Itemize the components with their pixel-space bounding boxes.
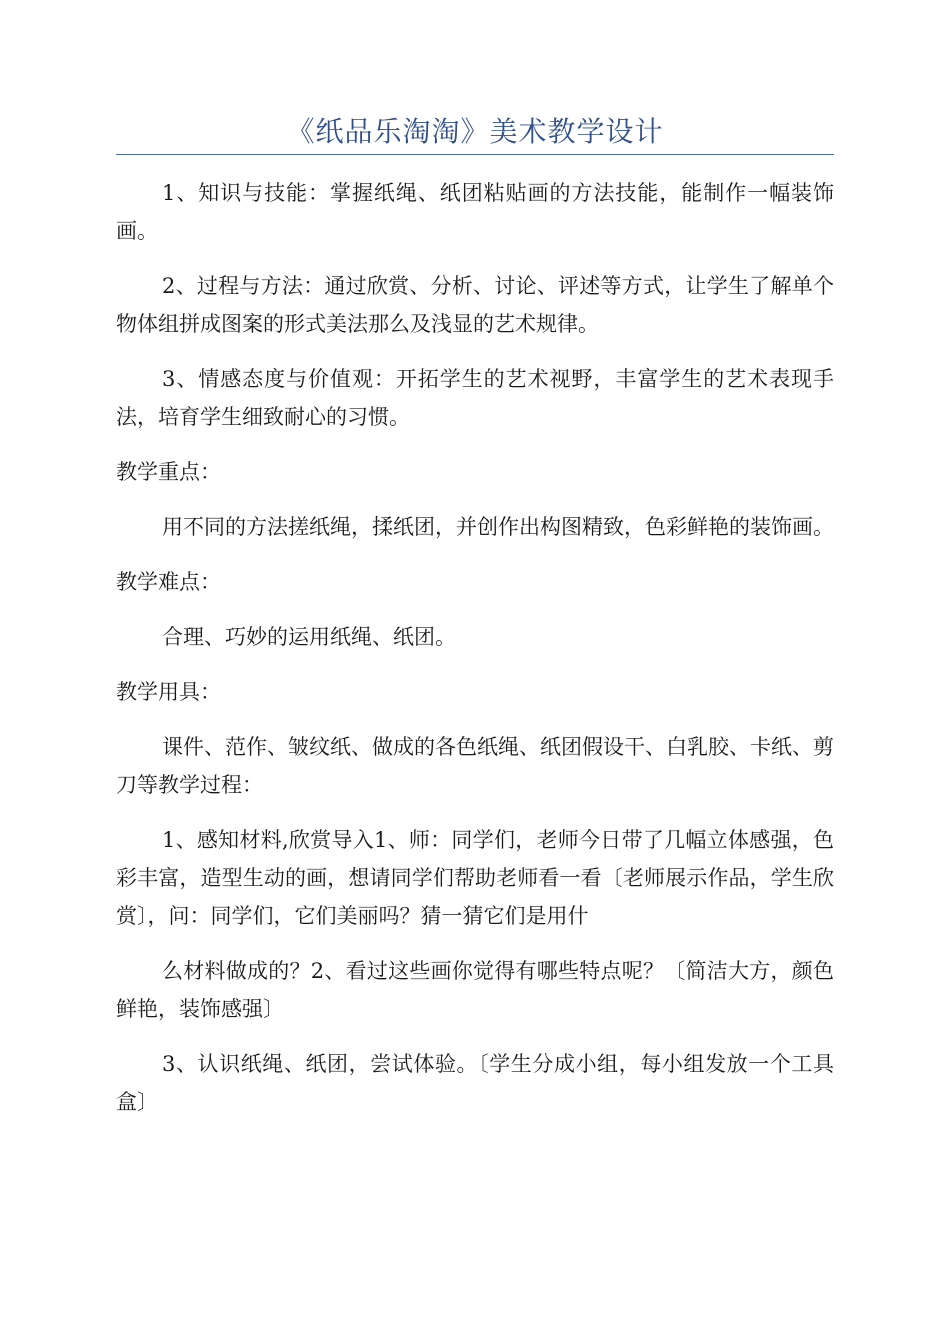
document-body: [116, 174, 834, 1138]
process-step-1-continued-paragraph: 么材料做成的？2、看过这些画你觉得有哪些特点呢？〔简洁大方，颜色鲜艳，装饰感强〕: [116, 959, 834, 1021]
teaching-tools-heading: 教学用具：: [116, 680, 221, 704]
key-points-paragraph: 用不同的方法搓纸绳，揉纸团，并创作出构图精致，色彩鲜艳的装饰画。: [162, 515, 834, 539]
objective-attitude-paragraph: 3、情感态度与价值观：开拓学生的艺术视野，丰富学生的艺术表现手法，培育学生细致耐心的习惯。: [116, 367, 834, 429]
process-step-3-paragraph: 3、认识纸绳、纸团，尝试体验。〔学生分成小组，每小组发放一个工具盒〕: [116, 1052, 834, 1114]
objective-process-paragraph: 2、过程与方法：通过欣赏、分析、讨论、评述等方式，让学生了解单个物体组拼成图案的形式美法那么及浅显的艺术规律。: [116, 274, 834, 336]
teaching-tools-paragraph: 课件、范作、皱纹纸、做成的各色纸绳、纸团假设干、白乳胶、卡纸、剪刀等教学过程：: [116, 735, 834, 797]
key-points-heading: 教学重点：: [116, 460, 221, 484]
title-underline: [116, 154, 834, 155]
process-step-1-paragraph: 1、感知材料,欣赏导入1、师：同学们，老师今日带了几幅立体感强，色彩丰富，造型生动的画，想请同学们帮助老师看一看〔老师展示作品，学生欣赏〕，问：同学们，它们美丽吗？猜一猜它们是用什: [116, 828, 834, 928]
document-title: 《纸品乐淘淘》美术教学设计: [286, 115, 664, 148]
difficulties-paragraph: 合理、巧妙的运用纸绳、纸团。: [162, 625, 456, 649]
difficulties-heading: 教学难点：: [116, 570, 221, 594]
objective-knowledge-paragraph: 1、知识与技能：掌握纸绳、纸团粘贴画的方法技能，能制作一幅装饰画。: [116, 181, 834, 243]
